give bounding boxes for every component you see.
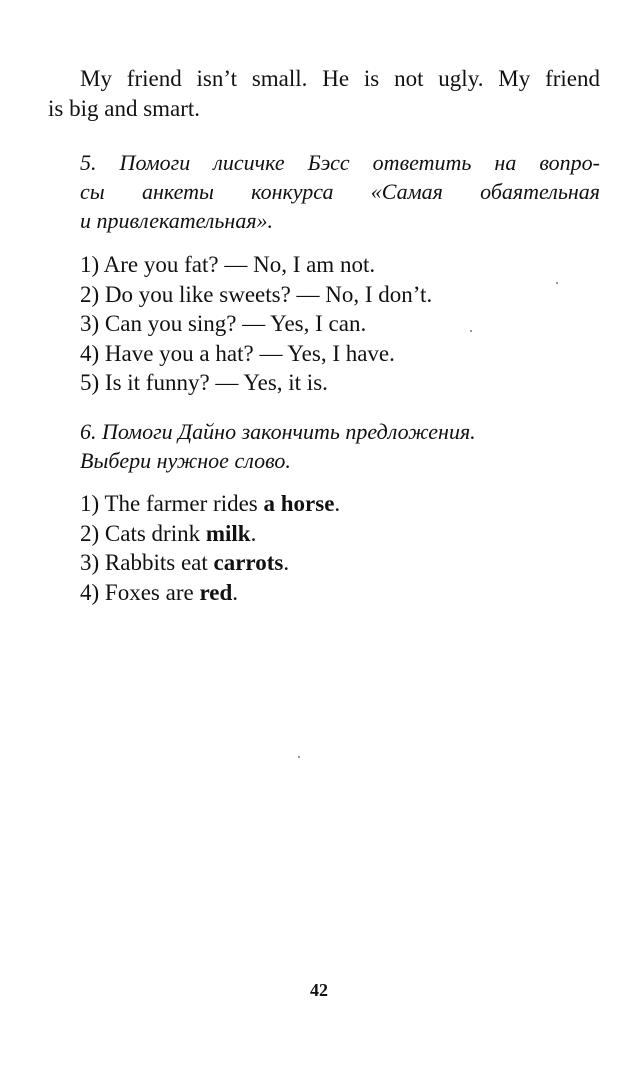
task-5-answer: 4) Have you a hat? — Yes, I have.: [80, 340, 395, 366]
sentence-suffix: .: [250, 520, 257, 546]
task-6-instruction: [80, 417, 600, 475]
sentence-suffix: .: [334, 491, 341, 516]
sentence-prefix: 4) Foxes are: [80, 579, 200, 605]
sentence-prefix: 3) Rabbits eat: [80, 550, 214, 575]
print-speck: [556, 282, 558, 284]
sentence-prefix: 2) Cats drink: [80, 520, 206, 546]
sentence-suffix: .: [283, 550, 290, 575]
task-6-sentence: [80, 489, 340, 519]
task-6-sentence: [80, 578, 340, 608]
task-6-sentence: [80, 548, 340, 578]
sentence-answer: carrots: [213, 550, 284, 575]
task-6-sentence: [80, 519, 340, 549]
print-speck: [470, 330, 472, 332]
task-6-line-2: Выбери нужное слово.: [80, 448, 291, 473]
intro-paragraph: [48, 64, 600, 124]
intro-line-1: My friend isn’t small. He is not ugly. My friend: [80, 66, 600, 91]
task-5-answer: 2) Do you like sweets? — No, I don’t.: [80, 281, 433, 307]
sentence-answer: milk: [205, 520, 251, 546]
task-5-answer: 3) Can you sing? — Yes, I can.: [80, 311, 367, 336]
task-5-line-3: и привлекательная».: [80, 208, 274, 233]
task-5-line-1: 5. Помоги лисичке Бэсс ответить на вопро-: [80, 150, 600, 175]
print-speck: [298, 756, 300, 758]
sentence-answer: red: [199, 579, 233, 605]
task-5-answer: 5) Is it funny? — Yes, it is.: [80, 370, 328, 395]
task-6-sentence-list: [80, 489, 340, 607]
page-number: 42: [310, 980, 328, 1000]
task-5-line-2: сы анкеты конкурса «Самая обаятельная: [80, 179, 600, 204]
sentence-prefix: 1) The farmer rides: [80, 491, 264, 516]
task-6-line-1: 6. Помоги Дайно закончить предложения.: [80, 419, 476, 444]
task-5-instruction: [80, 148, 600, 235]
intro-line-2: is big and smart.: [48, 96, 201, 121]
task-5-answer: 1) Are you fat? — No, I am not.: [80, 252, 376, 277]
task-5-answer-list: [80, 250, 432, 398]
sentence-answer: a horse: [263, 491, 335, 516]
sentence-suffix: .: [232, 579, 238, 605]
